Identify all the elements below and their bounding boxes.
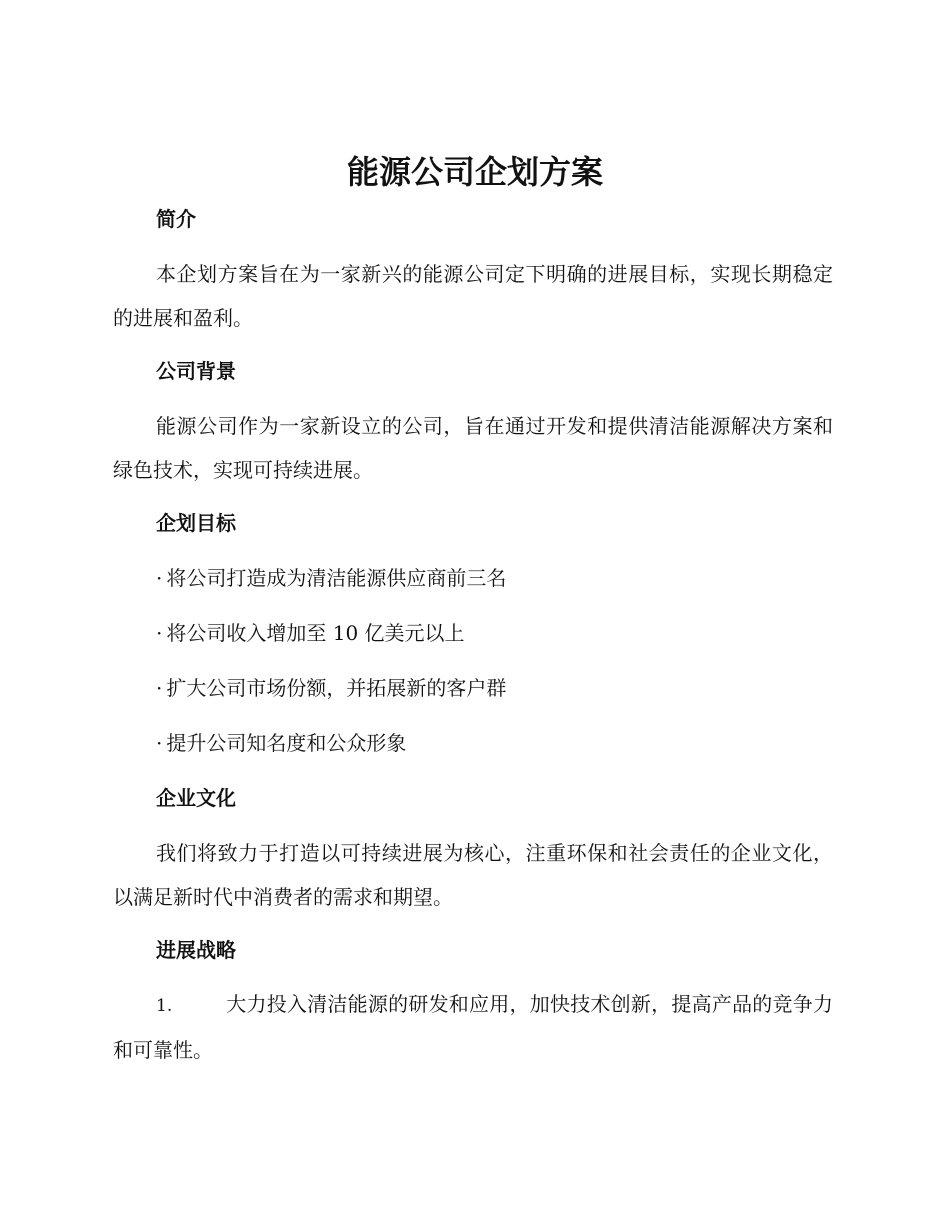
- list-item: [156, 563, 506, 593]
- bullet-text: 提升公司知名度和公众形象: [166, 731, 407, 755]
- section-heading-intro: 简介: [156, 207, 196, 231]
- section-heading-background: 公司背景: [156, 359, 236, 383]
- section-paragraph-intro: 本企划方案旨在为一家新兴的能源公司定下明确的进展目标，实现长期稳定的进展和盈利。: [113, 262, 833, 330]
- list-number: 1.: [156, 996, 173, 1016]
- list-item: [156, 618, 465, 648]
- numbered-list-item: [113, 982, 833, 1072]
- section-heading-culture: 企业文化: [156, 786, 236, 810]
- list-item: [156, 728, 406, 758]
- section-heading-goals: 企划目标: [156, 511, 236, 535]
- bullet-text: 扩大公司市场份额，并拓展新的客户群: [166, 676, 507, 700]
- bullet-marker: ·: [156, 621, 163, 645]
- bullet-marker: ·: [156, 676, 163, 700]
- bullet-text: 将公司打造成为清洁能源供应商前三名: [166, 566, 507, 590]
- section-heading-strategy: 进展战略: [156, 938, 236, 962]
- bullet-marker: ·: [156, 731, 163, 755]
- numbered-item-text: 大力投入清洁能源的研发和应用，加快技术创新，提高产品的竞争力和可靠性。: [113, 992, 833, 1062]
- bullet-text: 将公司收入增加至 10 亿美元以上: [166, 621, 465, 645]
- list-item: [156, 673, 506, 703]
- bullet-marker: ·: [156, 566, 163, 590]
- section-paragraph-background: 能源公司作为一家新设立的公司，旨在通过开发和提供清洁能源解决方案和绿色技术，实现可持续进展。: [113, 414, 833, 482]
- document-title: 能源公司企划方案: [346, 153, 603, 191]
- section-paragraph-culture: 我们将致力于打造以可持续进展为核心，注重环保和社会责任的企业文化，以满足新时代中消费者的需求和期望。: [113, 841, 833, 909]
